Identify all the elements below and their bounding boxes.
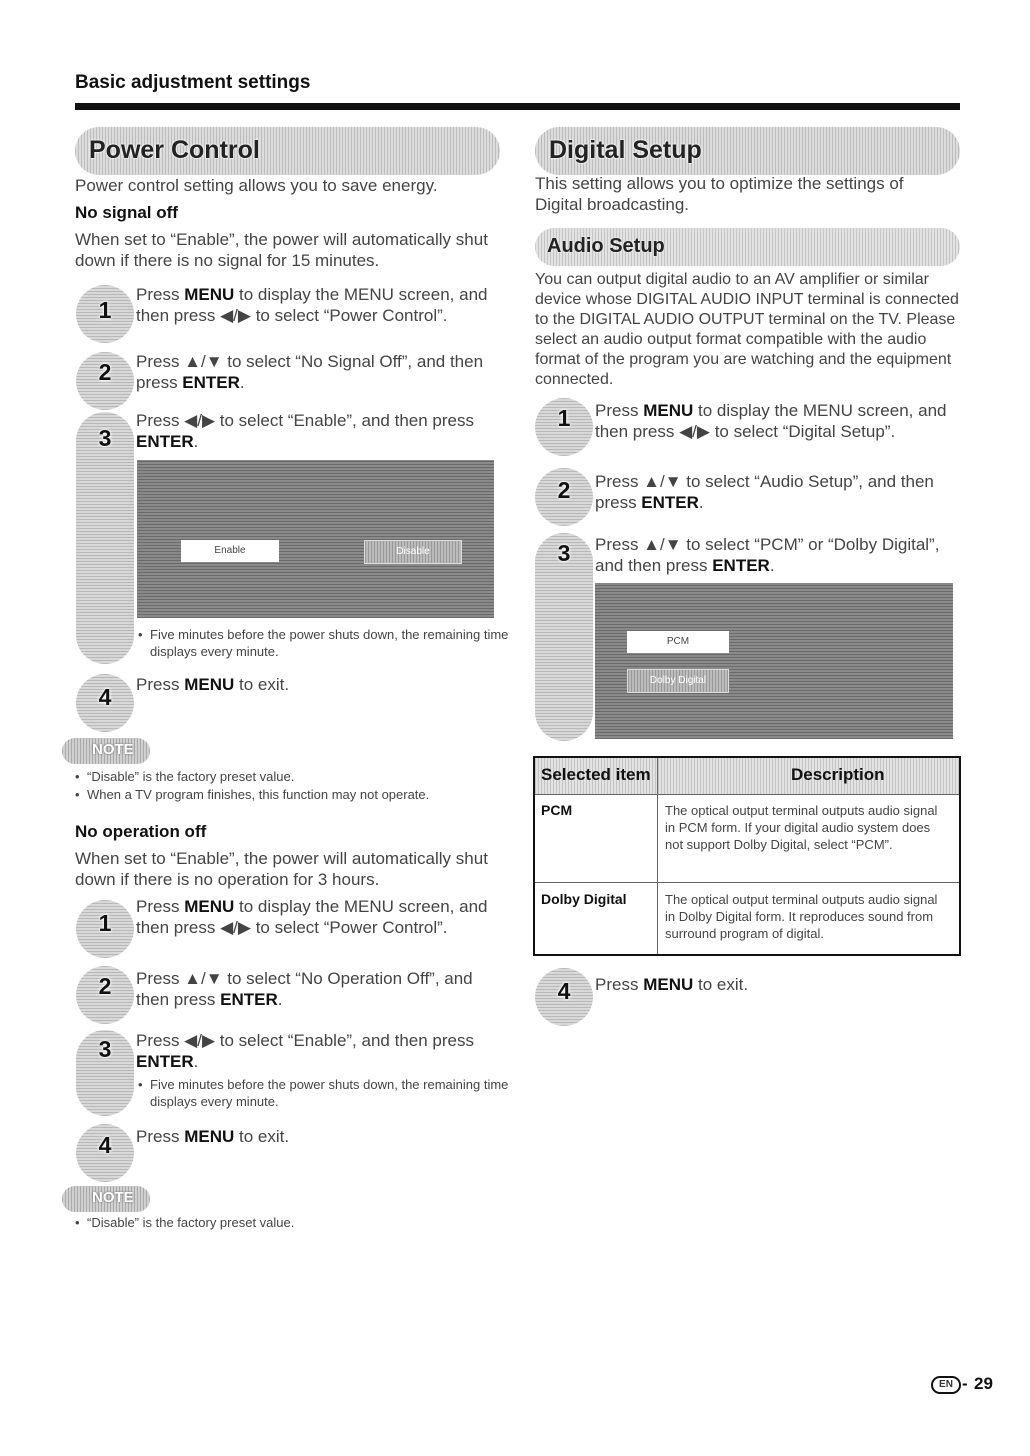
option-dolby-digital: Dolby Digital: [627, 669, 729, 693]
power-control-title: Power Control: [89, 136, 260, 164]
step-4-number: 4: [98, 684, 112, 710]
step-1-text: Press MENU to display the MENU screen, and then press ◀/▶ to select “Power Control”.: [136, 285, 488, 325]
note-badge: [62, 1186, 150, 1212]
step-3-number: 3: [98, 1036, 112, 1062]
step-2-number: 2: [98, 359, 112, 385]
step-4-number: 4: [557, 978, 571, 1004]
note-label: NOTE: [92, 1189, 134, 1206]
option-pcm: PCM: [627, 631, 729, 653]
step-2-number: 2: [98, 973, 112, 999]
power-control-banner: [75, 127, 500, 175]
step-4-text: Press MENU to exit.: [595, 975, 749, 994]
step-2-text: Press ▲/▼ to select “No Operation Off”, and then press ENTER.: [136, 969, 473, 1009]
table-col-divider: [657, 758, 658, 954]
step-3-text: Press ▲/▼ to select “PCM” or “Dolby Digital”, and then press ENTER.: [595, 535, 940, 575]
step-4-text: Press MENU to exit.: [136, 1127, 290, 1146]
step-2-text: Press ▲/▼ to select “Audio Setup”, and then press ENTER.: [595, 472, 934, 512]
step-4-text: Press MENU to exit.: [136, 675, 290, 694]
option-disable: Disable: [364, 540, 462, 564]
header-rule: [75, 103, 960, 110]
table-row-item: Dolby Digital: [541, 891, 627, 907]
page-section-title: Basic adjustment settings: [75, 72, 311, 93]
table-row-description: The optical output terminal outputs audio signal in PCM form. If your digital audio system does not support Dolby Digital, select “PCM”.: [665, 803, 938, 852]
language-badge: EN: [931, 1376, 961, 1394]
no-signal-off-heading: No signal off: [75, 203, 178, 222]
step-1-number: 1: [98, 297, 112, 323]
step-1-number: 1: [98, 910, 112, 936]
table-row-item: PCM: [541, 802, 573, 818]
step-2-text: Press ▲/▼ to select “No Signal Off”, and then press ENTER.: [136, 352, 484, 392]
digital-setup-intro: This setting allows you to optimize the settings of Digital broadcasting.: [535, 174, 904, 214]
step-3-number: 3: [557, 540, 571, 566]
step-2-number: 2: [557, 477, 571, 503]
step-3-text: Press ◀/▶ to select “Enable”, and then press ENTER.: [136, 1031, 474, 1071]
no-operation-off-description: When set to “Enable”, the power will automatically shut down if there is no operation for 3 hours.: [75, 849, 488, 889]
note-item: • When a TV program finishes, this function may not operate.: [75, 787, 430, 802]
digital-setup-title: Digital Setup: [549, 136, 702, 164]
audio-setup-title: Audio Setup: [547, 235, 665, 257]
audio-setup-banner: [535, 228, 960, 266]
step-4-number: 4: [98, 1132, 112, 1158]
no-operation-off-heading: No operation off: [75, 822, 207, 841]
step-1-text: Press MENU to display the MENU screen, and then press ◀/▶ to select “Power Control”.: [136, 897, 488, 937]
step-3-text: Press ◀/▶ to select “Enable”, and then press ENTER.: [136, 411, 474, 451]
menu-screen-pcm: [595, 583, 953, 739]
note-label: NOTE: [92, 741, 134, 758]
step-3-number: 3: [98, 425, 112, 451]
table-col-description: Description: [791, 765, 885, 784]
page-number-dash: -: [962, 1374, 968, 1393]
page-number: 29: [974, 1374, 993, 1393]
table-row-description: The optical output terminal outputs audio signal in Dolby Digital form. It reproduces sound from surround program of digital.: [665, 892, 938, 941]
option-enable: Enable: [181, 540, 279, 562]
note-item: • “Disable” is the factory preset value.: [75, 769, 295, 784]
step-3-bullet: • Five minutes before the power shuts down, the remaining time displays every minute.: [138, 1077, 509, 1109]
step-1-text: Press MENU to display the MENU screen, and then press ◀/▶ to select “Digital Setup”.: [595, 401, 947, 441]
audio-format-table: [533, 756, 961, 956]
menu-screen-enable: [137, 460, 494, 618]
power-control-intro: Power control setting allows you to save energy.: [75, 176, 438, 195]
table-col-selected-item: Selected item: [541, 765, 651, 784]
no-signal-off-description: When set to “Enable”, the power will automatically shut down if there is no signal for 15 minutes.: [75, 230, 488, 270]
step-1-number: 1: [557, 405, 571, 431]
note-item: • “Disable” is the factory preset value.: [75, 1215, 295, 1230]
note-badge: [62, 738, 150, 764]
step-3-bullet: • Five minutes before the power shuts down, the remaining time displays every minute.: [138, 627, 509, 659]
audio-setup-description: You can output digital audio to an AV amplifier or similar device whose DIGITAL AUDIO INPUT terminal is connected to the DIGITAL AUDIO OUTPUT terminal on the TV. Please select an audio output format compatible with the audio format of the program you are watching and the equipment connected.: [535, 271, 959, 388]
digital-setup-banner: [535, 127, 960, 175]
